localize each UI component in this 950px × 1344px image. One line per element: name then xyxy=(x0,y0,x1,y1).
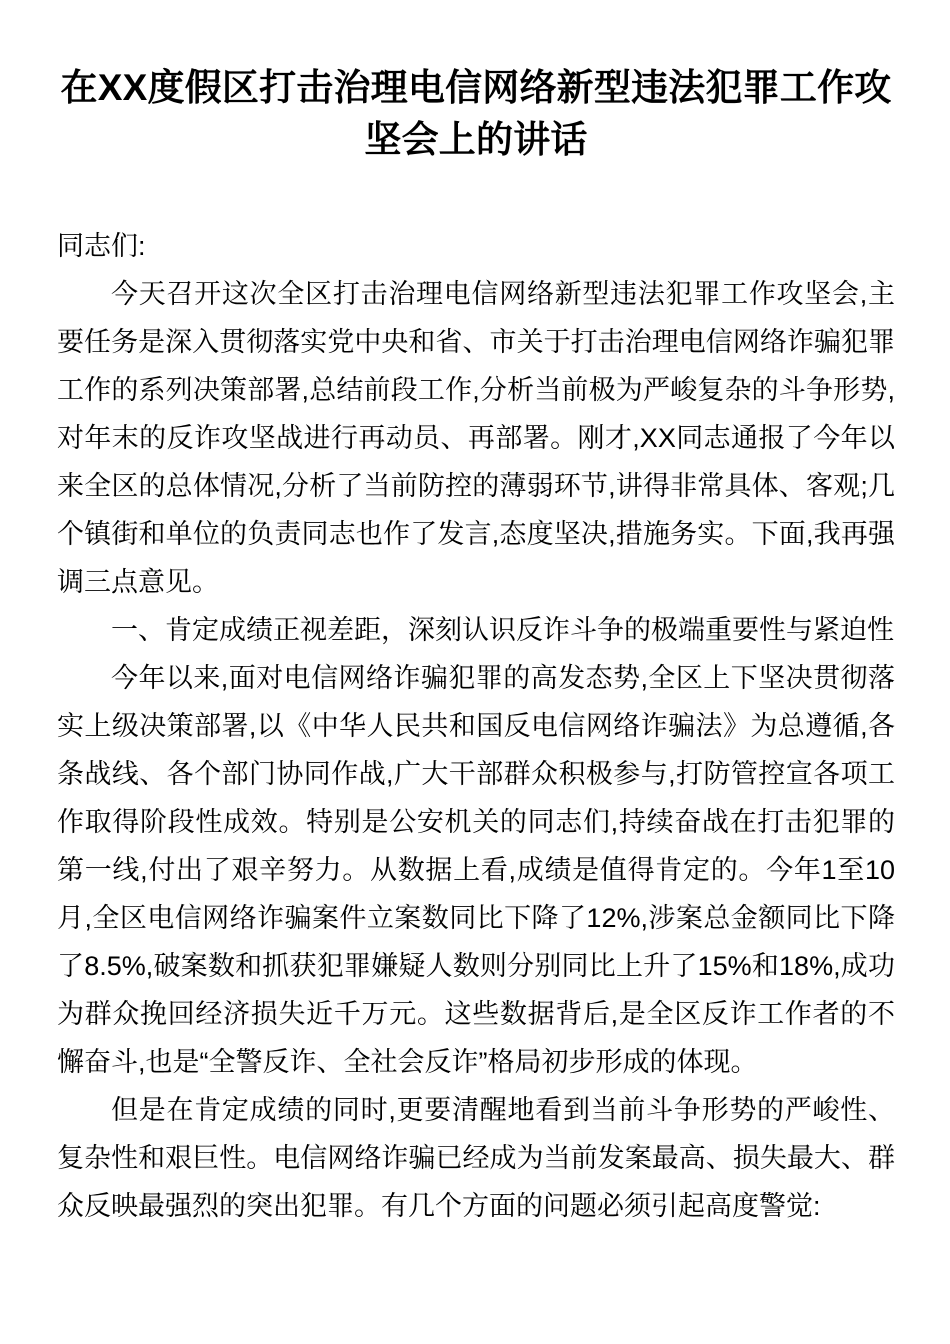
document-content xyxy=(57,0,895,1230)
paragraph-intro: 今天召开这次全区打击治理电信网络新型违法犯罪工作攻坚会,主要任务是深入贯彻落实党中央和省、市关于打击治理电信网络诈骗犯罪工作的系列决策部署,总结前段工作,分析当前极为严峻复杂的斗争形势,对年末的反诈攻坚战进行再动员、再部署。刚才,XX同志通报了今年以来全区的总体情况,分析了当前防控的薄弱环节,讲得非常具体、客观;几个镇街和单位的负责同志也作了发言,态度坚决,措施务实。下面,我再强调三点意见。 xyxy=(57,279,895,597)
section-heading-one: 一、肯定成绩正视差距，深刻认识反诈斗争的极端重要性与紧迫性 xyxy=(111,615,894,645)
salutation: 同志们: xyxy=(57,231,146,261)
page-title: 在XX度假区打击治理电信网络新型违法犯罪工作攻坚会上的讲话 xyxy=(60,67,892,160)
paragraph-challenges: 但是在肯定成绩的同时,更要清醒地看到当前斗争形势的严峻性、复杂性和艰巨性。电信网络诈骗已经成为当前发案最高、损失最大、群众反映最强烈的突出犯罪。有几个方面的问题必须引起高度警觉: xyxy=(57,1095,895,1221)
paragraph-achievements: 今年以来,面对电信网络诈骗犯罪的高发态势,全区上下坚决贯彻落实上级决策部署,以《中华人民共和国反电信网络诈骗法》为总遵循,各条战线、各个部门协同作战,广大干部群众积极参与,打防管控宣各项工作取得阶段性成效。特别是公安机关的同志们,持续奋战在打击犯罪的第一线,付出了艰辛努力。从数据上看,成绩是值得肯定的。今年1至10月,全区电信网络诈骗案件立案数同比下降了12%,涉案总金额同比下降了8.5%,破案数和抓获犯罪嫌疑人数则分别同比上升了15%和18%,成功为群众挽回经济损失近千万元。这些数据背后,是全区反诈工作者的不懈奋斗,也是“全警反诈、全社会反诈”格局初步形成的体现。 xyxy=(57,663,895,1077)
